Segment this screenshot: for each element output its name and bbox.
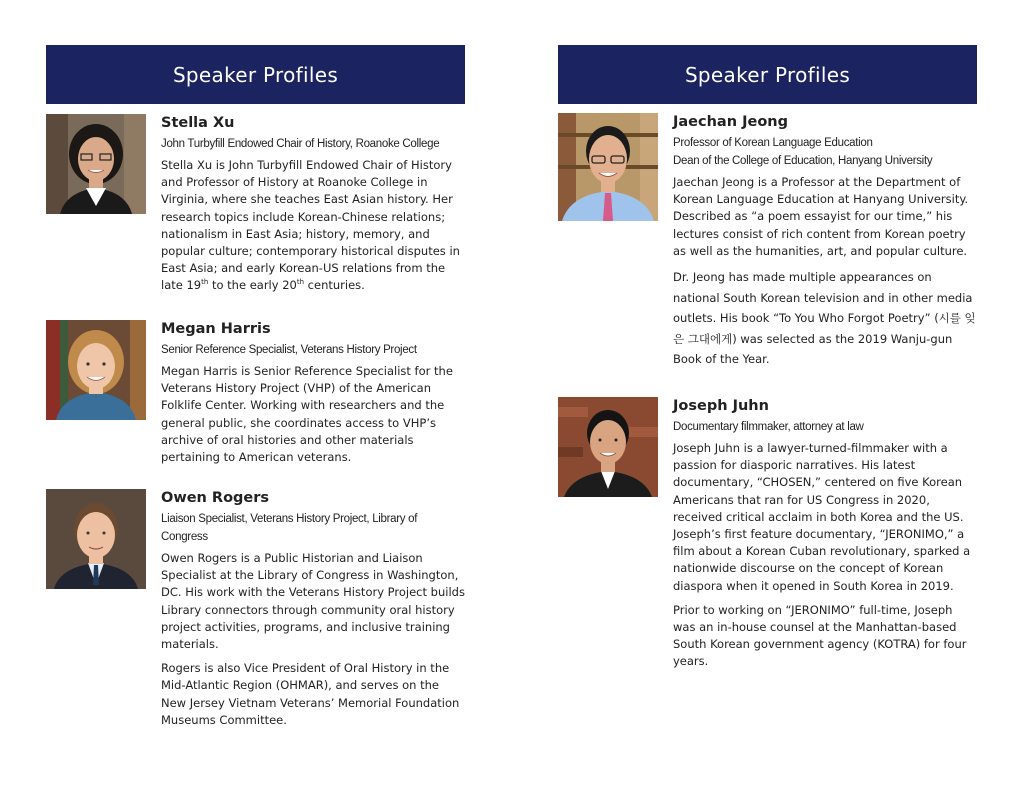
- portrait-image: [46, 320, 146, 420]
- speaker-bio: Stella Xu is John Turbyfill Endowed Chair of History and Professor of History at Roanoke College in Virginia, where she teaches East Asian history. Her research topics include Korean-Chinese relations; nationalism in East Asia; history, memory, and popular culture; contemporary historical disputes in East Asia; and early Korean-US relations from the late 19th to the early 20th centuries.: [161, 158, 460, 293]
- speaker-name: Owen Rogers: [161, 490, 270, 506]
- portrait-image: [558, 397, 658, 497]
- speaker-title: John Turbyfill Endowed Chair of History, Roanoke College: [161, 138, 440, 150]
- left-page: [46, 45, 465, 727]
- speaker-bio: Dr. Jeong has made multiple appearances on national South Korean television and in other media outlets. His book “To You Who Forgot Poetry” (시를 잊은 그대에게) was selected as the 2019 Wanju-gun Book of the Year.: [673, 270, 976, 367]
- speaker-title: Senior Reference Specialist, Veterans History Project: [161, 344, 417, 356]
- speaker-photo: [558, 397, 658, 497]
- speaker-name: Stella Xu: [161, 115, 235, 131]
- speaker-bio: Jaechan Jeong is a Professor at the Department of Korean Language Education at Hanyang University. Described as “a poem essayist for our time,” his lectures consist of rich content from Korean poetry as well as the humanities, art, and popular culture.: [673, 175, 969, 258]
- speaker-name: Joseph Juhn: [673, 398, 769, 414]
- portrait-image: [558, 113, 658, 221]
- speaker-title: Professor of Korean Language Education: [673, 137, 873, 149]
- section-header: Speaker Profiles: [46, 45, 465, 104]
- portrait-image: [46, 489, 146, 589]
- speaker-photo: [558, 113, 658, 221]
- speaker-photo: [46, 320, 146, 420]
- speaker-bio: Owen Rogers is a Public Historian and Liaison Specialist at the Library of Congress in Washington, DC. His work with the Veterans History Project builds Library connectors through community oral history project activities, programs, and inclusive training materials.: [161, 551, 465, 652]
- speaker-title: Liaison Specialist, Veterans History Project, Library of Congress: [161, 513, 418, 543]
- portrait-image: [46, 114, 146, 214]
- speaker-title: Dean of the College of Education, Hanyang University: [673, 155, 933, 167]
- speaker-photo: [46, 489, 146, 589]
- speaker-title: Documentary filmmaker, attorney at law: [673, 421, 864, 433]
- speaker-photo: [46, 114, 146, 214]
- speaker-bio: Megan Harris is Senior Reference Specialist for the Veterans History Project (VHP) of the American Folklife Center. Working with researchers and the general public, she coordinates access to VHP’s archive of oral histories and other materials pertaining to American veterans.: [161, 364, 453, 465]
- speaker-bio: Rogers is also Vice President of Oral History in the Mid-Atlantic Region (OHMAR), and serves on the New Jersey Vietnam Veterans’ Memorial Foundation Museums Committee.: [161, 661, 460, 727]
- speaker-name: Jaechan Jeong: [673, 114, 788, 130]
- speaker-bio: Prior to working on “JERONIMO” full-time, Joseph was an in-house counsel at the Manhattan-based South Korean government agency (KOTRA) for four years.: [673, 602, 967, 669]
- right-page: [558, 45, 977, 669]
- section-header: Speaker Profiles: [558, 45, 977, 104]
- speaker-name: Megan Harris: [161, 321, 271, 337]
- speaker-bio: Joseph Juhn is a lawyer-turned-filmmaker with a passion for diasporic narratives. His latest documentary, “CHOSEN,” centered on five Korean Americans that ran for US Congress in 2020, received critical acclaim in both Korea and the US. Joseph’s first feature documentary, “JERONIMO,” a film about a Korean Cuban revolutionary, sparked a nationwide discourse on the concept of Korean diaspora when it opened in South Korea in 2019.: [673, 441, 971, 593]
